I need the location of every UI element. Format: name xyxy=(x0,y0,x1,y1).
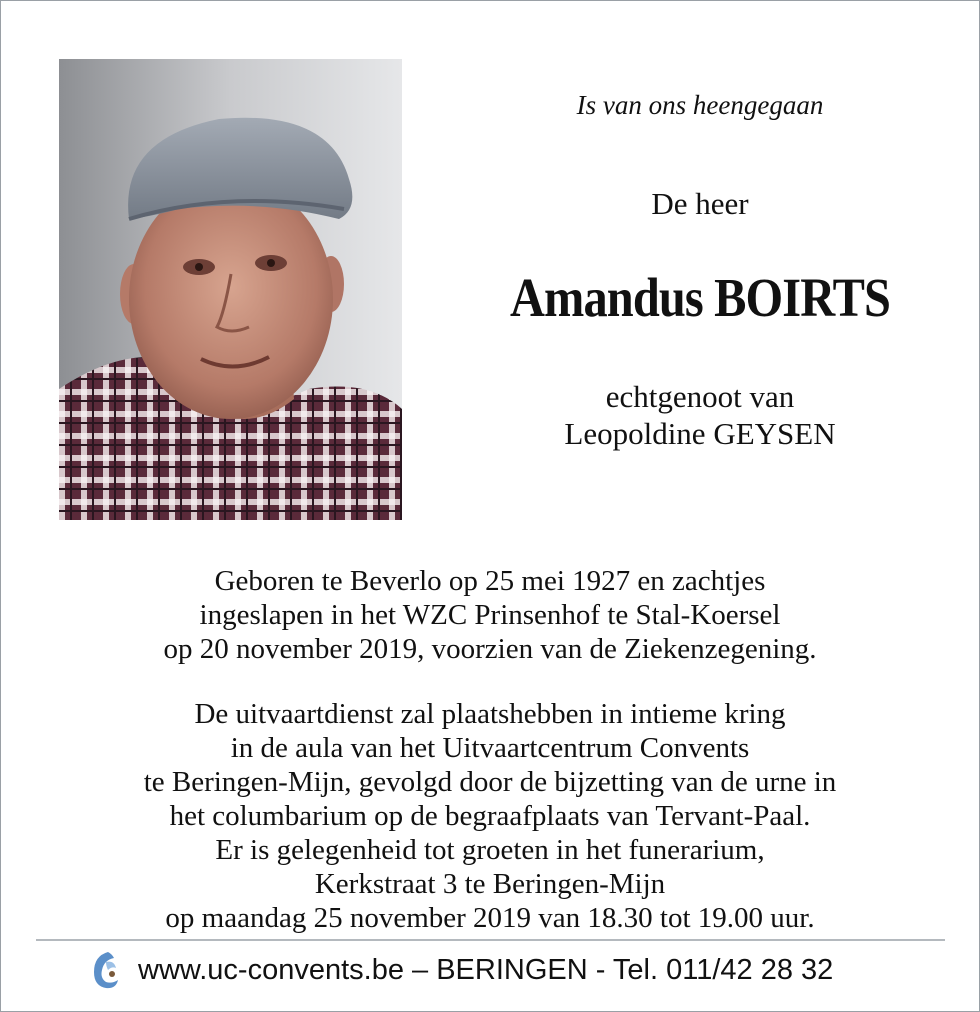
paragraph-line: De uitvaartdienst zal plaatshebben in intieme kring xyxy=(194,698,786,730)
paragraph-line: op 20 november 2019, voorzien van de Ziekenzegening. xyxy=(163,633,817,665)
footer-contact: www.uc-convents.be – BERINGEN - Tel. 011/42 28 32 xyxy=(138,953,834,986)
paragraph-line: het columbarium op de begraafplaats van Tervant-Paal. xyxy=(169,800,811,832)
footer xyxy=(88,946,948,994)
paragraph-line: Kerkstraat 3 te Beringen-Mijn xyxy=(314,868,666,900)
portrait-photo xyxy=(59,59,402,520)
paragraph-line: Geboren te Beverlo op 25 mei 1927 en zachtjes xyxy=(214,565,766,597)
deceased-name: Amandus BOIRTS xyxy=(509,267,891,328)
paragraph-line: op maandag 25 november 2019 van 18.30 tot 19.00 uur. xyxy=(165,902,815,934)
intro-text: Is van ons heengegaan xyxy=(576,90,824,120)
spouse-line: echtgenoot van xyxy=(605,379,795,414)
birth-paragraph xyxy=(20,564,960,666)
paragraph-line: ingeslapen in het WZC Prinsenhof te Stal-Koersel xyxy=(199,599,781,631)
paragraph-line: te Beringen-Mijn, gevolgd door de bijzetting van de urne in xyxy=(143,766,837,798)
dove-logo-icon xyxy=(88,948,122,992)
spouse-block xyxy=(430,378,970,452)
salutation: De heer xyxy=(651,186,749,221)
spouse-name: Leopoldine GEYSEN xyxy=(564,416,836,451)
footer-divider xyxy=(36,939,945,941)
paragraph-line: Er is gelegenheid tot groeten in het funerarium, xyxy=(215,834,765,866)
paragraph-line: in de aula van het Uitvaartcentrum Convents xyxy=(230,732,750,764)
service-paragraph xyxy=(20,697,960,935)
